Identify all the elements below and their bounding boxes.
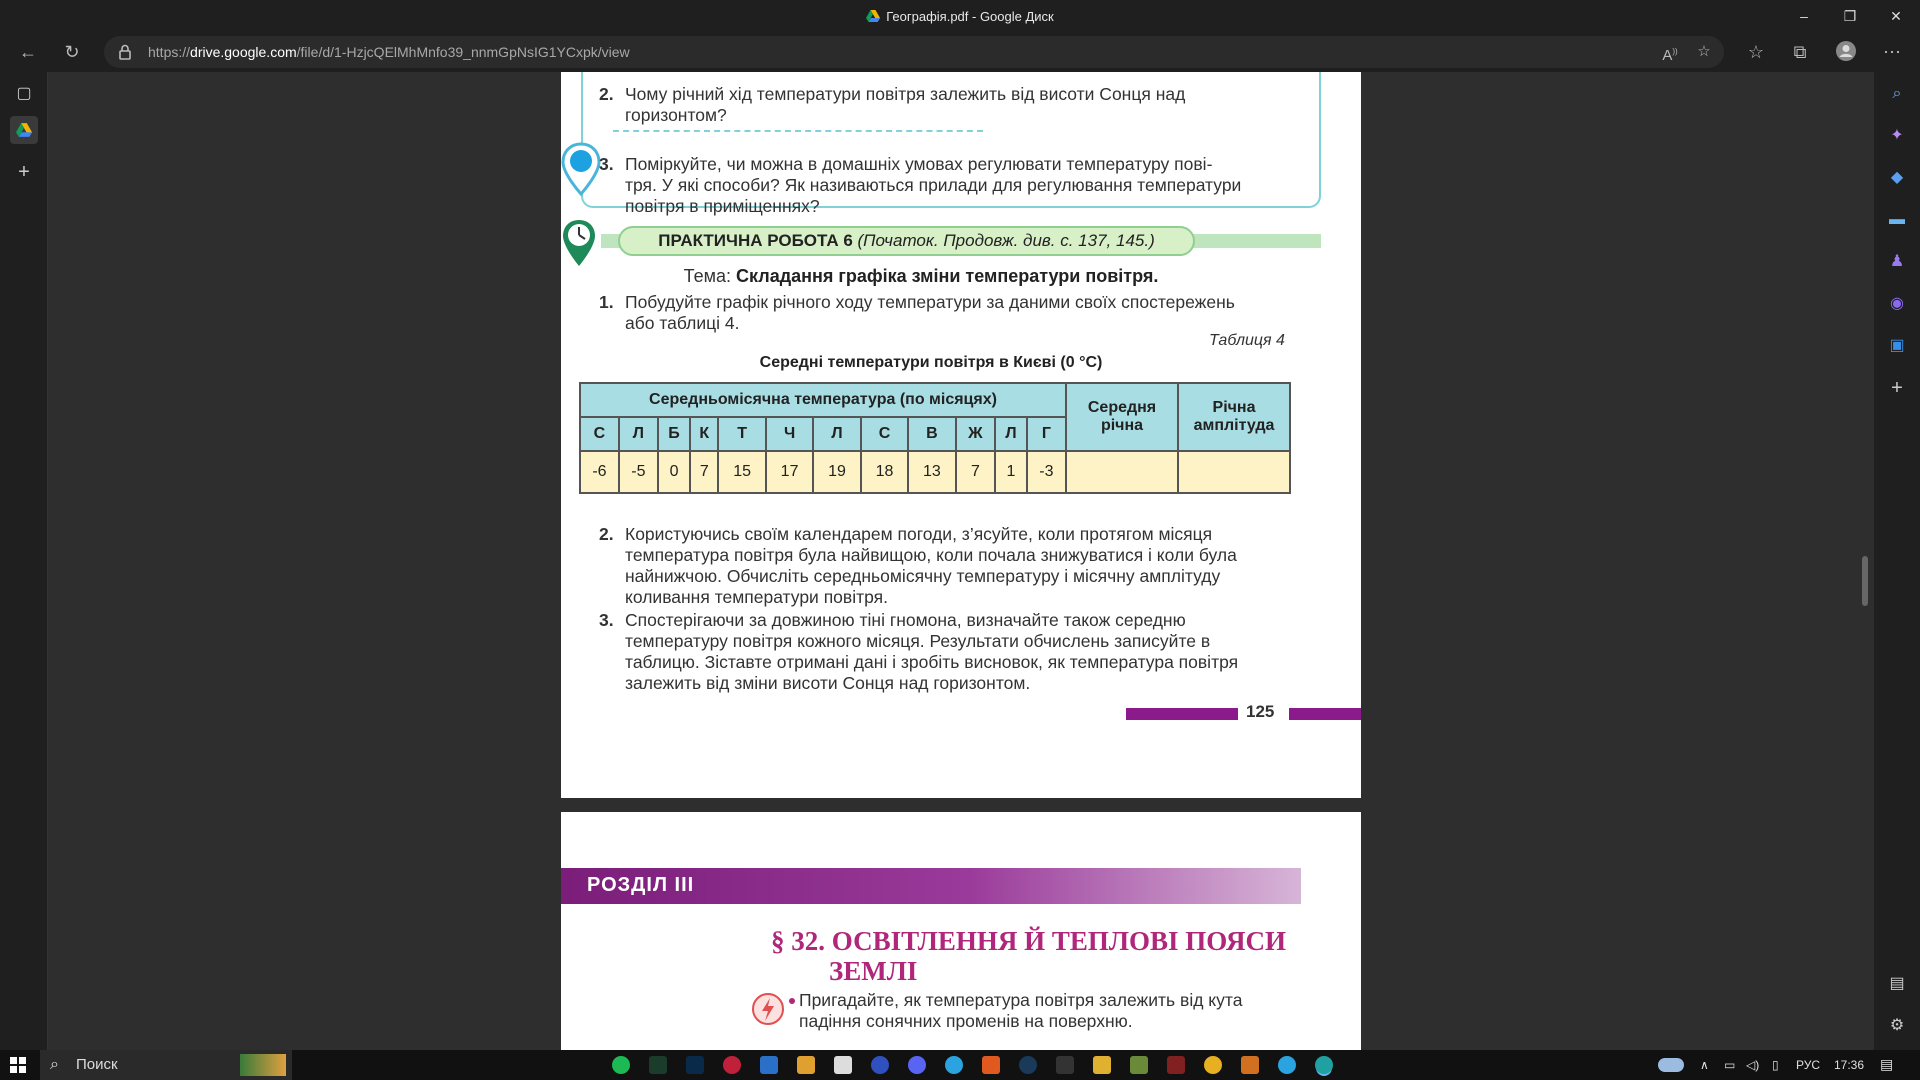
google-drive-icon bbox=[16, 123, 32, 137]
temp-cell: 15 bbox=[718, 451, 765, 493]
telegram-desktop-icon[interactable] bbox=[1278, 1056, 1296, 1074]
page-number: 125 bbox=[1246, 702, 1275, 721]
file-explorer-icon[interactable] bbox=[1093, 1056, 1111, 1074]
close-button[interactable]: ✕ bbox=[1890, 8, 1902, 24]
profile-icon[interactable] bbox=[1834, 40, 1858, 64]
month-cell: Г bbox=[1027, 417, 1066, 451]
edge-icon[interactable] bbox=[1315, 1056, 1333, 1074]
address-bar[interactable] bbox=[104, 36, 1724, 68]
paint-icon[interactable] bbox=[834, 1056, 852, 1074]
steam-icon[interactable] bbox=[1019, 1056, 1037, 1074]
month-cell: Л bbox=[813, 417, 860, 451]
temp-cell: 7 bbox=[690, 451, 718, 493]
lightning-icon bbox=[751, 992, 785, 1026]
search-icon: ⌕ bbox=[50, 1056, 59, 1073]
table-header-avg: Середня річна bbox=[1066, 383, 1178, 451]
origin-icon[interactable] bbox=[982, 1056, 1000, 1074]
telegram-icon[interactable] bbox=[945, 1056, 963, 1074]
browser-toolbar bbox=[0, 32, 1920, 72]
pycharm-icon[interactable] bbox=[649, 1056, 667, 1074]
onedrive-icon[interactable] bbox=[1658, 1058, 1684, 1072]
outlook-icon[interactable]: ▣ bbox=[1889, 337, 1905, 354]
windows-taskbar bbox=[0, 1050, 1920, 1080]
url-text: https://drive.google.com/file/d/1-HzjcQElMhMnfo39_nnmGpNsIG1YCxpk/view bbox=[148, 44, 630, 60]
task-2: 2. Користуючись своїм календарем погоди, з’ясуйте, коли протягом місяця температура повітря була найвищою, коли почала знижуватися і коли була найнижчою. Обчисліть середньомісячну температуру і місячну амплітуду коливання температури повітря. bbox=[599, 524, 1237, 607]
battery-icon[interactable]: ▯ bbox=[1772, 1058, 1779, 1072]
tray-expand-icon[interactable]: ∧ bbox=[1700, 1058, 1709, 1072]
temp-cell: 17 bbox=[766, 451, 813, 493]
sidebar-layout-icon[interactable]: ▤ bbox=[1889, 975, 1905, 992]
tab-actions-icon[interactable]: ▢ bbox=[16, 85, 32, 102]
opera-icon[interactable] bbox=[723, 1056, 741, 1074]
windows-start-icon[interactable] bbox=[10, 1057, 26, 1073]
temp-cell: 13 bbox=[908, 451, 955, 493]
compass-pin-icon bbox=[561, 218, 597, 268]
location-pin-icon bbox=[561, 142, 601, 196]
month-cell: Л bbox=[995, 417, 1027, 451]
search-highlight-image bbox=[240, 1054, 286, 1076]
table-caption: Таблиця 4 bbox=[1209, 332, 1285, 349]
google-drive-icon bbox=[866, 10, 880, 22]
month-cell: В bbox=[908, 417, 955, 451]
layers-icon[interactable] bbox=[797, 1056, 815, 1074]
app-icon[interactable] bbox=[760, 1056, 778, 1074]
tab-google-drive[interactable] bbox=[10, 116, 38, 144]
copilot-icon[interactable]: ✦ bbox=[1890, 127, 1904, 144]
volume-icon[interactable]: ◁) bbox=[1746, 1058, 1760, 1072]
temp-cell: 18 bbox=[861, 451, 908, 493]
pdf-page-125 bbox=[561, 72, 1361, 798]
theme-line: Тема: Складання графіка зміни температури повітря. bbox=[683, 266, 1159, 286]
app-orange-icon[interactable] bbox=[1241, 1056, 1259, 1074]
recall-bullet: Пригадайте, як температура повітря залежить від кута падіння сонячних променів на поверхню. bbox=[799, 990, 1243, 1031]
temp-cell: 19 bbox=[813, 451, 860, 493]
window-titlebar bbox=[0, 0, 1920, 32]
month-cell: Л bbox=[619, 417, 658, 451]
page-num-bar-right bbox=[1289, 708, 1361, 720]
clock[interactable]: 17:36 bbox=[1834, 1058, 1865, 1072]
lock-icon bbox=[118, 44, 132, 60]
games-icon[interactable]: ♟ bbox=[1889, 253, 1905, 270]
search-icon[interactable]: ⌕ bbox=[1892, 85, 1902, 102]
temperature-table bbox=[579, 382, 1291, 494]
zoom-icon[interactable] bbox=[871, 1056, 889, 1074]
favorites-icon[interactable]: ☆ bbox=[1747, 42, 1765, 62]
task-1: 1. Побудуйте графік річного ходу температури за даними своїх спостережень або таблиці 4. bbox=[599, 292, 1235, 333]
chrome-icon[interactable] bbox=[1204, 1056, 1222, 1074]
new-tab-icon[interactable]: + bbox=[18, 161, 30, 183]
month-cell: К bbox=[690, 417, 718, 451]
star-plus-icon[interactable]: ☆ bbox=[1697, 43, 1711, 60]
game-icon[interactable] bbox=[1167, 1056, 1185, 1074]
month-cell: С bbox=[580, 417, 619, 451]
collections-icon[interactable]: ⧉ bbox=[1793, 42, 1807, 62]
language-indicator[interactable]: РУС bbox=[1796, 1058, 1821, 1072]
temp-cell: 7 bbox=[956, 451, 995, 493]
question-2: 2. Чому річний хід температури повітря залежить від висоти Сонця над горизонтом? bbox=[599, 84, 1186, 125]
restore-button[interactable]: ❐ bbox=[1843, 8, 1857, 24]
table-title: Середні температури повітря в Києві (0 °С) bbox=[759, 354, 1103, 371]
settings-gear-icon[interactable]: ⚙ bbox=[1889, 1017, 1905, 1034]
taskbar-search[interactable]: ⌕ Поиск bbox=[40, 1050, 292, 1080]
pdf-viewer[interactable] bbox=[48, 72, 1874, 1050]
month-cell: Т bbox=[718, 417, 765, 451]
shopping-tag-icon[interactable]: ◆ bbox=[1890, 169, 1904, 186]
more-icon[interactable]: ⋯ bbox=[1883, 42, 1901, 62]
add-sidebar-app-icon[interactable]: + bbox=[1891, 377, 1903, 399]
month-cell: Ж bbox=[956, 417, 995, 451]
photoshop-icon[interactable] bbox=[686, 1056, 704, 1074]
temp-cell: -3 bbox=[1027, 451, 1066, 493]
avg-empty-cell bbox=[1066, 451, 1178, 493]
temp-cell: 1 bbox=[995, 451, 1027, 493]
table-header-amp: Річна амплітуда bbox=[1178, 383, 1290, 451]
task-3: 3. Спостерігаючи за довжиною тіні гномона, визначайте також середню температуру повітря кожного місяця. Результати обчислень записуйте в таблицю. Зіставте отримані дані і зробіть висновок, як температура повітря залежить від зміни висоти Сонця над горизонтом. bbox=[599, 610, 1239, 693]
back-arrow-icon[interactable]: ← bbox=[19, 42, 37, 62]
temp-cell: -6 bbox=[580, 451, 619, 493]
notifications-icon[interactable]: ▤ bbox=[1880, 1056, 1894, 1072]
month-cell: Б bbox=[658, 417, 690, 451]
pdf-page-126 bbox=[561, 812, 1361, 1050]
microsoft-365-icon[interactable]: ◉ bbox=[1890, 295, 1904, 312]
scrollbar-thumb[interactable] bbox=[1862, 556, 1868, 606]
tab-sidebar bbox=[0, 72, 48, 1050]
read-aloud-icon[interactable]: A)) bbox=[1662, 47, 1678, 64]
discord-icon[interactable] bbox=[908, 1056, 926, 1074]
question-3: 3. Поміркуйте, чи можна в домашніх умовах регулювати температуру пові- тря. У які способи? Як називаються прилади для регулювання температури повітря в приміщеннях? bbox=[599, 154, 1242, 216]
answer-line bbox=[613, 130, 983, 132]
refresh-icon[interactable]: ↻ bbox=[64, 42, 80, 62]
minimize-button[interactable]: – bbox=[1800, 8, 1808, 24]
amp-empty-cell bbox=[1178, 451, 1290, 493]
page-num-bar-left bbox=[1126, 708, 1238, 720]
month-cell: Ч bbox=[766, 417, 813, 451]
minecraft-icon[interactable] bbox=[1130, 1056, 1148, 1074]
practical-work-title: ПРАКТИЧНА РОБОТА 6 (Початок. Продовж. див. с. 137, 145.) bbox=[618, 226, 1195, 256]
network-icon[interactable]: ▭ bbox=[1724, 1058, 1736, 1072]
epic-games-icon[interactable] bbox=[1056, 1056, 1074, 1074]
bullet-dot bbox=[789, 998, 795, 1004]
month-cell: С bbox=[861, 417, 908, 451]
section-label: РОЗДІЛ III bbox=[587, 874, 695, 896]
temp-cell: -5 bbox=[619, 451, 658, 493]
edge-sidebar bbox=[1874, 72, 1920, 1050]
window-title: Географія.pdf - Google Диск bbox=[886, 9, 1054, 24]
temp-cell: 0 bbox=[658, 451, 690, 493]
paragraph-title: § 32. ОСВІТЛЕННЯ Й ТЕПЛОВІ ПОЯСИ ЗЕМЛІ bbox=[771, 926, 1286, 986]
spotify-icon[interactable] bbox=[612, 1056, 630, 1074]
table-header-main: Середньомісячна температура (по місяцях) bbox=[580, 383, 1066, 417]
tools-icon[interactable]: ▬ bbox=[1889, 211, 1905, 228]
